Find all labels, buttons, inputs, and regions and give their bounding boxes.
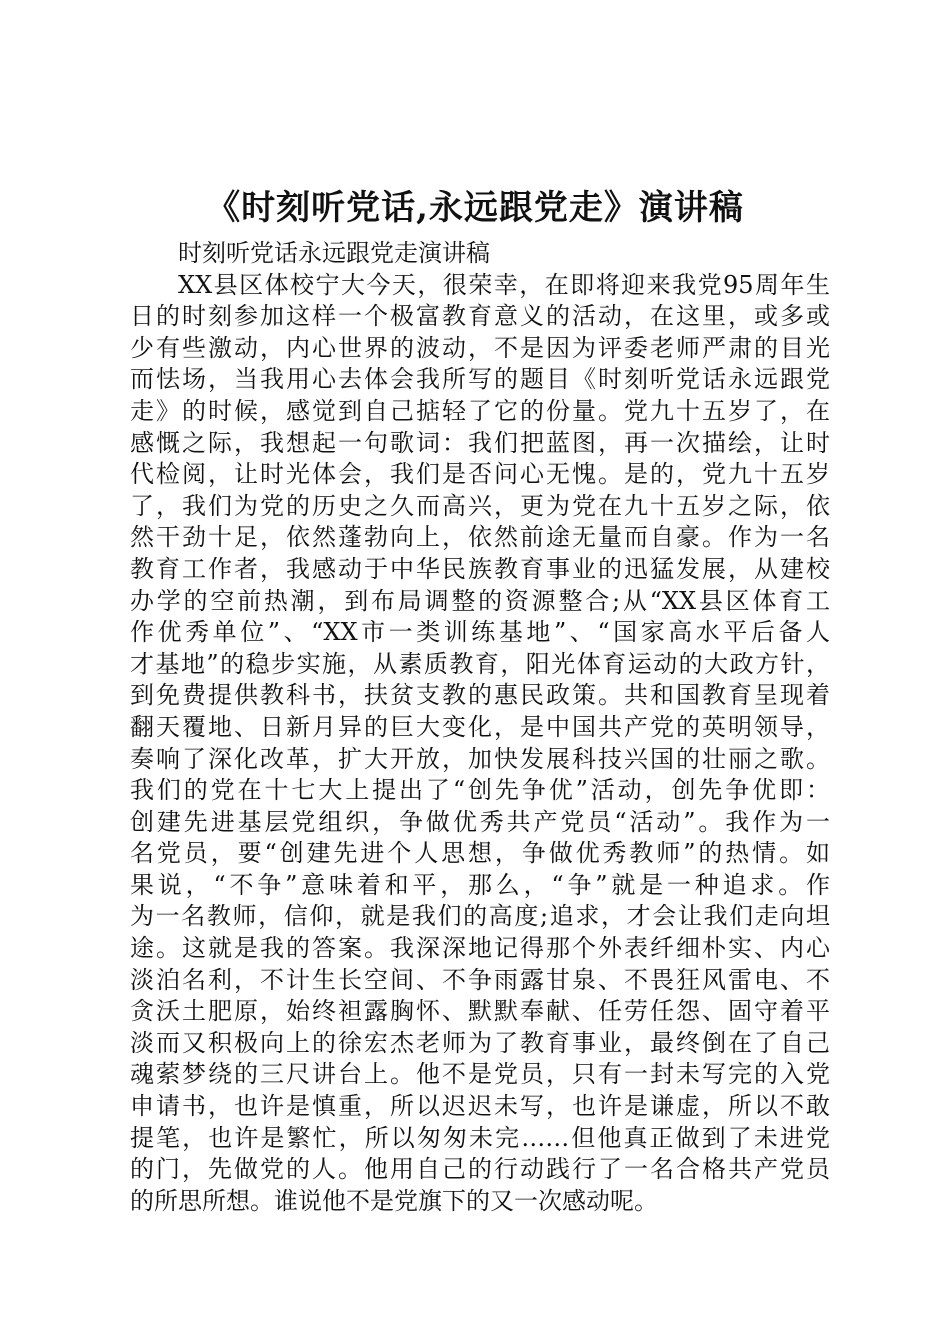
body-line: 途。这就是我的答案。我深深地记得那个外表纤细朴实、内心 bbox=[130, 934, 830, 963]
body-line: 我们的党在十七大上提出了“创先争优”活动，创先争优即： bbox=[130, 776, 830, 805]
body-line: 的门，先做党的人。他用自己的行动践行了一名合格共产党员 bbox=[130, 1155, 830, 1184]
document-title: 《时刻听党话,永远跟党走》演讲稿 bbox=[206, 188, 744, 228]
body-line: 少有些激动，内心世界的波动，不是因为评委老师严肃的目光 bbox=[130, 333, 830, 362]
body-line: 的所思所想。谁说他不是党旗下的又一次感动呢。 bbox=[130, 1186, 658, 1215]
body-line: 代检阅，让时光体会，我们是否问心无愧。是的，党九十五岁 bbox=[130, 460, 830, 489]
body-line: 教育工作者，我感动于中华民族教育事业的迅猛发展，从建校 bbox=[130, 554, 830, 583]
body-line: 感慨之际，我想起一句歌词：我们把蓝图，再一次描绘，让时 bbox=[130, 428, 830, 457]
body-line: 走》的时候，感觉到自己掂轻了它的份量。党九十五岁了，在 bbox=[130, 396, 830, 425]
body-line: 提笔，也许是繁忙，所以匆匆未完……但他真正做到了未进党 bbox=[130, 1123, 830, 1152]
body-line: 淡而又积极向上的徐宏杰老师为了教育事业，最终倒在了自己 bbox=[130, 1028, 830, 1057]
subtitle-line: 时刻听党话永远跟党走演讲稿 bbox=[178, 239, 490, 267]
body-line: 为一名教师，信仰，就是我们的高度;追求，才会让我们走向坦 bbox=[130, 902, 830, 931]
body-line: 办学的空前热潮，到布局调整的资源整合;从“XX县区体育工 bbox=[130, 586, 830, 615]
body-line: 而怯场，当我用心去体会我所写的题目《时刻听党话永远跟党 bbox=[130, 365, 830, 394]
body-line: XX县区体校宁大今天，很荣幸，在即将迎来我党95周年生 bbox=[178, 270, 830, 299]
body-line: 果说，“不争”意味着和平，那么，“争”就是一种追求。作 bbox=[130, 870, 830, 899]
body-line: 淡泊名利，不计生长空间、不争雨露甘泉、不畏狂风雷电、不 bbox=[130, 965, 830, 994]
document-body bbox=[130, 238, 830, 1217]
body-line: 创建先进基层党组织，争做优秀共产党员“活动”。我作为一 bbox=[130, 807, 830, 836]
body-line: 到免费提供教科书，扶贫支教的惠民政策。共和国教育呈现着 bbox=[130, 681, 830, 710]
body-line: 了，我们为党的历史之久而高兴，更为党在九十五岁之际，依 bbox=[130, 491, 830, 520]
body-line: 魂萦梦绕的三尺讲台上。他不是党员，只有一封未写完的入党 bbox=[130, 1060, 830, 1089]
body-line: 翻天覆地、日新月异的巨大变化，是中国共产党的英明领导， bbox=[130, 712, 830, 741]
body-line: 奏响了深化改革，扩大开放，加快发展科技兴国的壮丽之歌。 bbox=[130, 744, 830, 773]
body-line: 然干劲十足，依然蓬勃向上，依然前途无量而自豪。作为一名 bbox=[130, 523, 830, 552]
body-line: 日的时刻参加这样一个极富教育意义的活动，在这里，或多或 bbox=[130, 302, 830, 331]
body-line: 贪沃土肥原，始终袒露胸怀、默默奉献、任劳任怨、固守着平 bbox=[130, 997, 830, 1026]
body-line: 名党员，要“创建先进个人思想，争做优秀教师”的热情。如 bbox=[130, 839, 830, 868]
body-line: 作优秀单位”、“XX市一类训练基地”、“国家高水平后备人 bbox=[130, 618, 830, 647]
body-line: 申请书，也许是慎重，所以迟迟未写，也许是谦虚，所以不敢 bbox=[130, 1092, 830, 1121]
body-line: 才基地”的稳步实施，从素质教育，阳光体育运动的大政方针， bbox=[130, 649, 830, 678]
